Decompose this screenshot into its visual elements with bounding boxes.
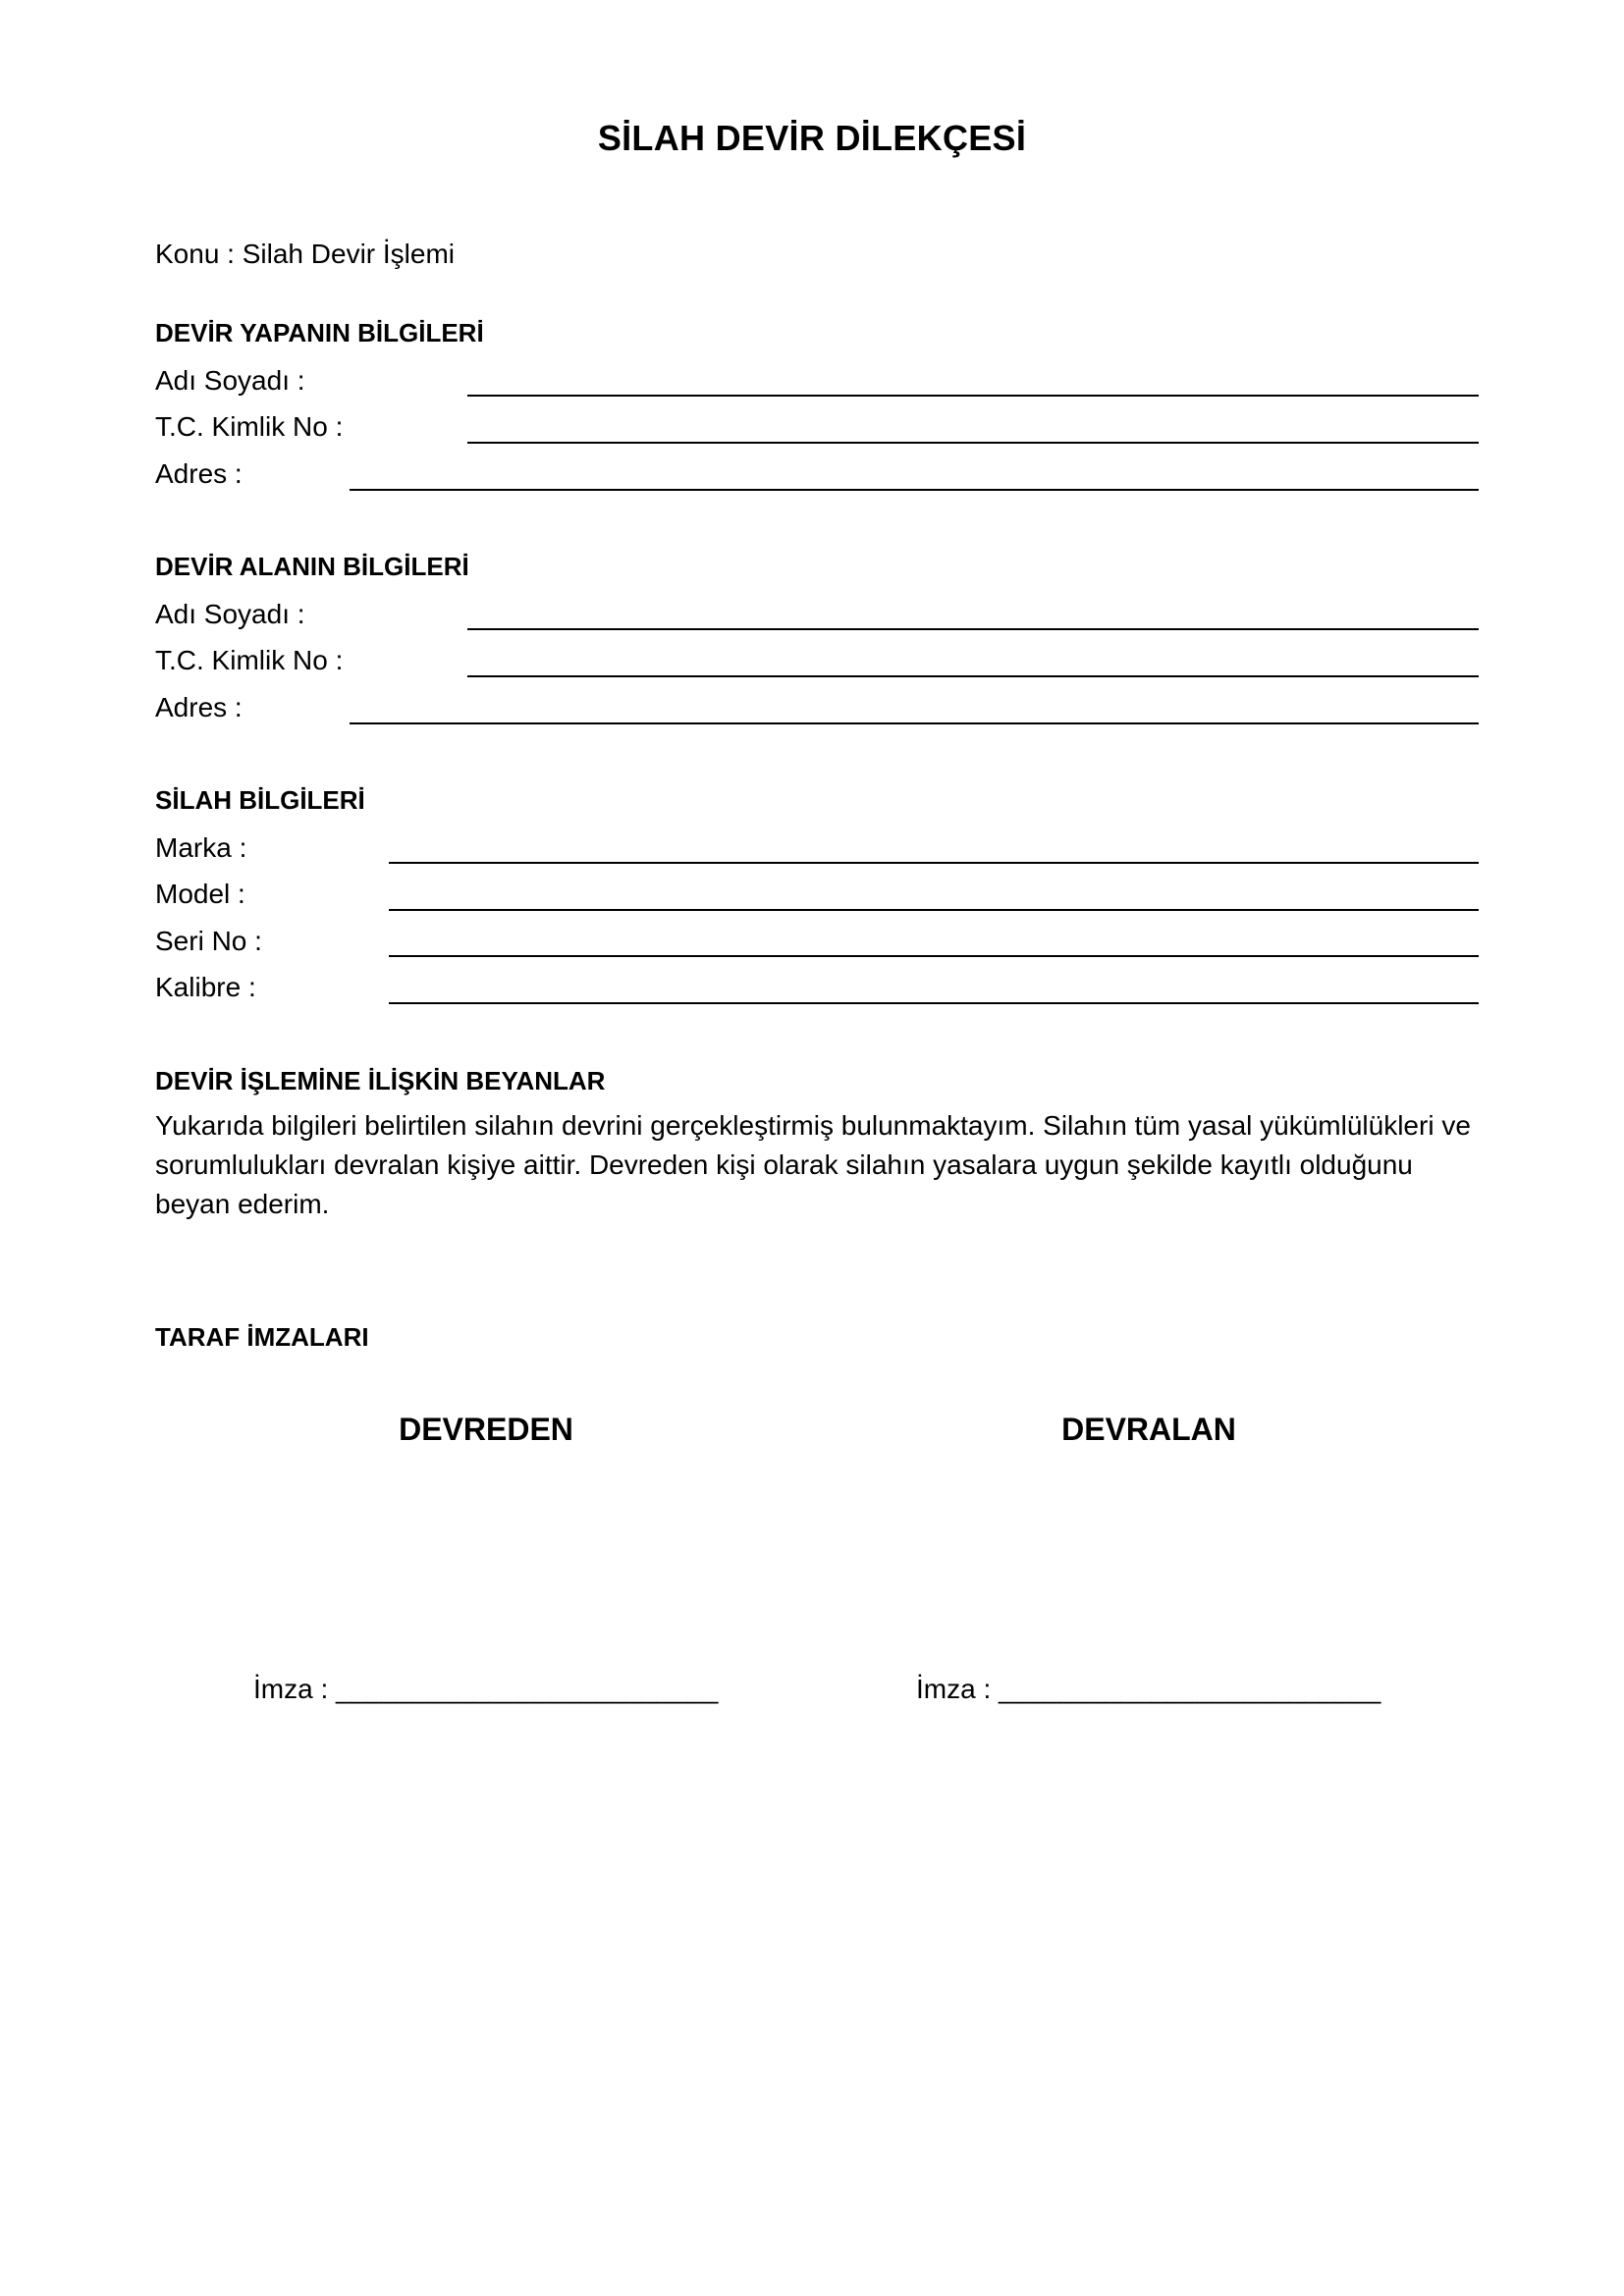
weapon-caliber-field[interactable]: [389, 1002, 1479, 1004]
transferor-name-field[interactable]: [467, 395, 1479, 397]
weapon-caliber-label: Kalibre :: [155, 972, 256, 1002]
weapon-brand-label: Marka :: [155, 832, 247, 863]
transferor-heading: DEVİR YAPANIN BİLGİLERİ: [155, 318, 484, 347]
transferor-id-field[interactable]: [467, 442, 1479, 444]
transferee-signature-title: DEVRALAN: [1061, 1412, 1236, 1447]
weapon-model-label: Model :: [155, 879, 245, 909]
transferee-address-label: Adres :: [155, 692, 243, 722]
transferor-signature-line[interactable]: İmza : _________________________: [253, 1674, 719, 1704]
signatures-heading: TARAF İMZALARI: [155, 1322, 369, 1352]
transferor-name-label: Adı Soyadı :: [155, 365, 305, 396]
declaration-text: Yukarıda bilgileri belirtilen silahın devrini gerçekleştirmiş bulunmaktayım. Silahın tüm yasal yükümlülükleri ve sorumlulukları devralan kişiye aittir. Devreden kişi olarak silahın yasalara uygun şekilde kayıtlı olduğunu beyan ederim.: [155, 1110, 1471, 1219]
declaration-heading: DEVİR İŞLEMİNE İLİŞKİN BEYANLAR: [155, 1066, 606, 1095]
weapon-heading: SİLAH BİLGİLERİ: [155, 785, 365, 815]
weapon-model-field[interactable]: [389, 909, 1479, 911]
transferee-id-field[interactable]: [467, 675, 1479, 677]
weapon-serial-label: Seri No :: [155, 926, 262, 956]
document-title: SİLAH DEVİR DİLEKÇESİ: [597, 118, 1027, 158]
transferee-heading: DEVİR ALANIN BİLGİLERİ: [155, 552, 469, 581]
transferee-name-field[interactable]: [467, 628, 1479, 630]
weapon-brand-field[interactable]: [389, 862, 1479, 864]
transferor-signature-title: DEVREDEN: [399, 1412, 573, 1447]
subject-line: Konu : Silah Devir İşlemi: [155, 239, 456, 269]
transferee-id-label: T.C. Kimlik No :: [155, 645, 344, 675]
transferee-address-field[interactable]: [350, 722, 1479, 724]
transferee-name-label: Adı Soyadı :: [155, 599, 305, 629]
transferor-id-label: T.C. Kimlik No :: [155, 411, 344, 442]
transferee-signature-line[interactable]: İmza : _________________________: [916, 1674, 1381, 1704]
weapon-serial-field[interactable]: [389, 955, 1479, 957]
transferor-address-label: Adres :: [155, 458, 243, 489]
transferor-address-field[interactable]: [350, 489, 1479, 491]
